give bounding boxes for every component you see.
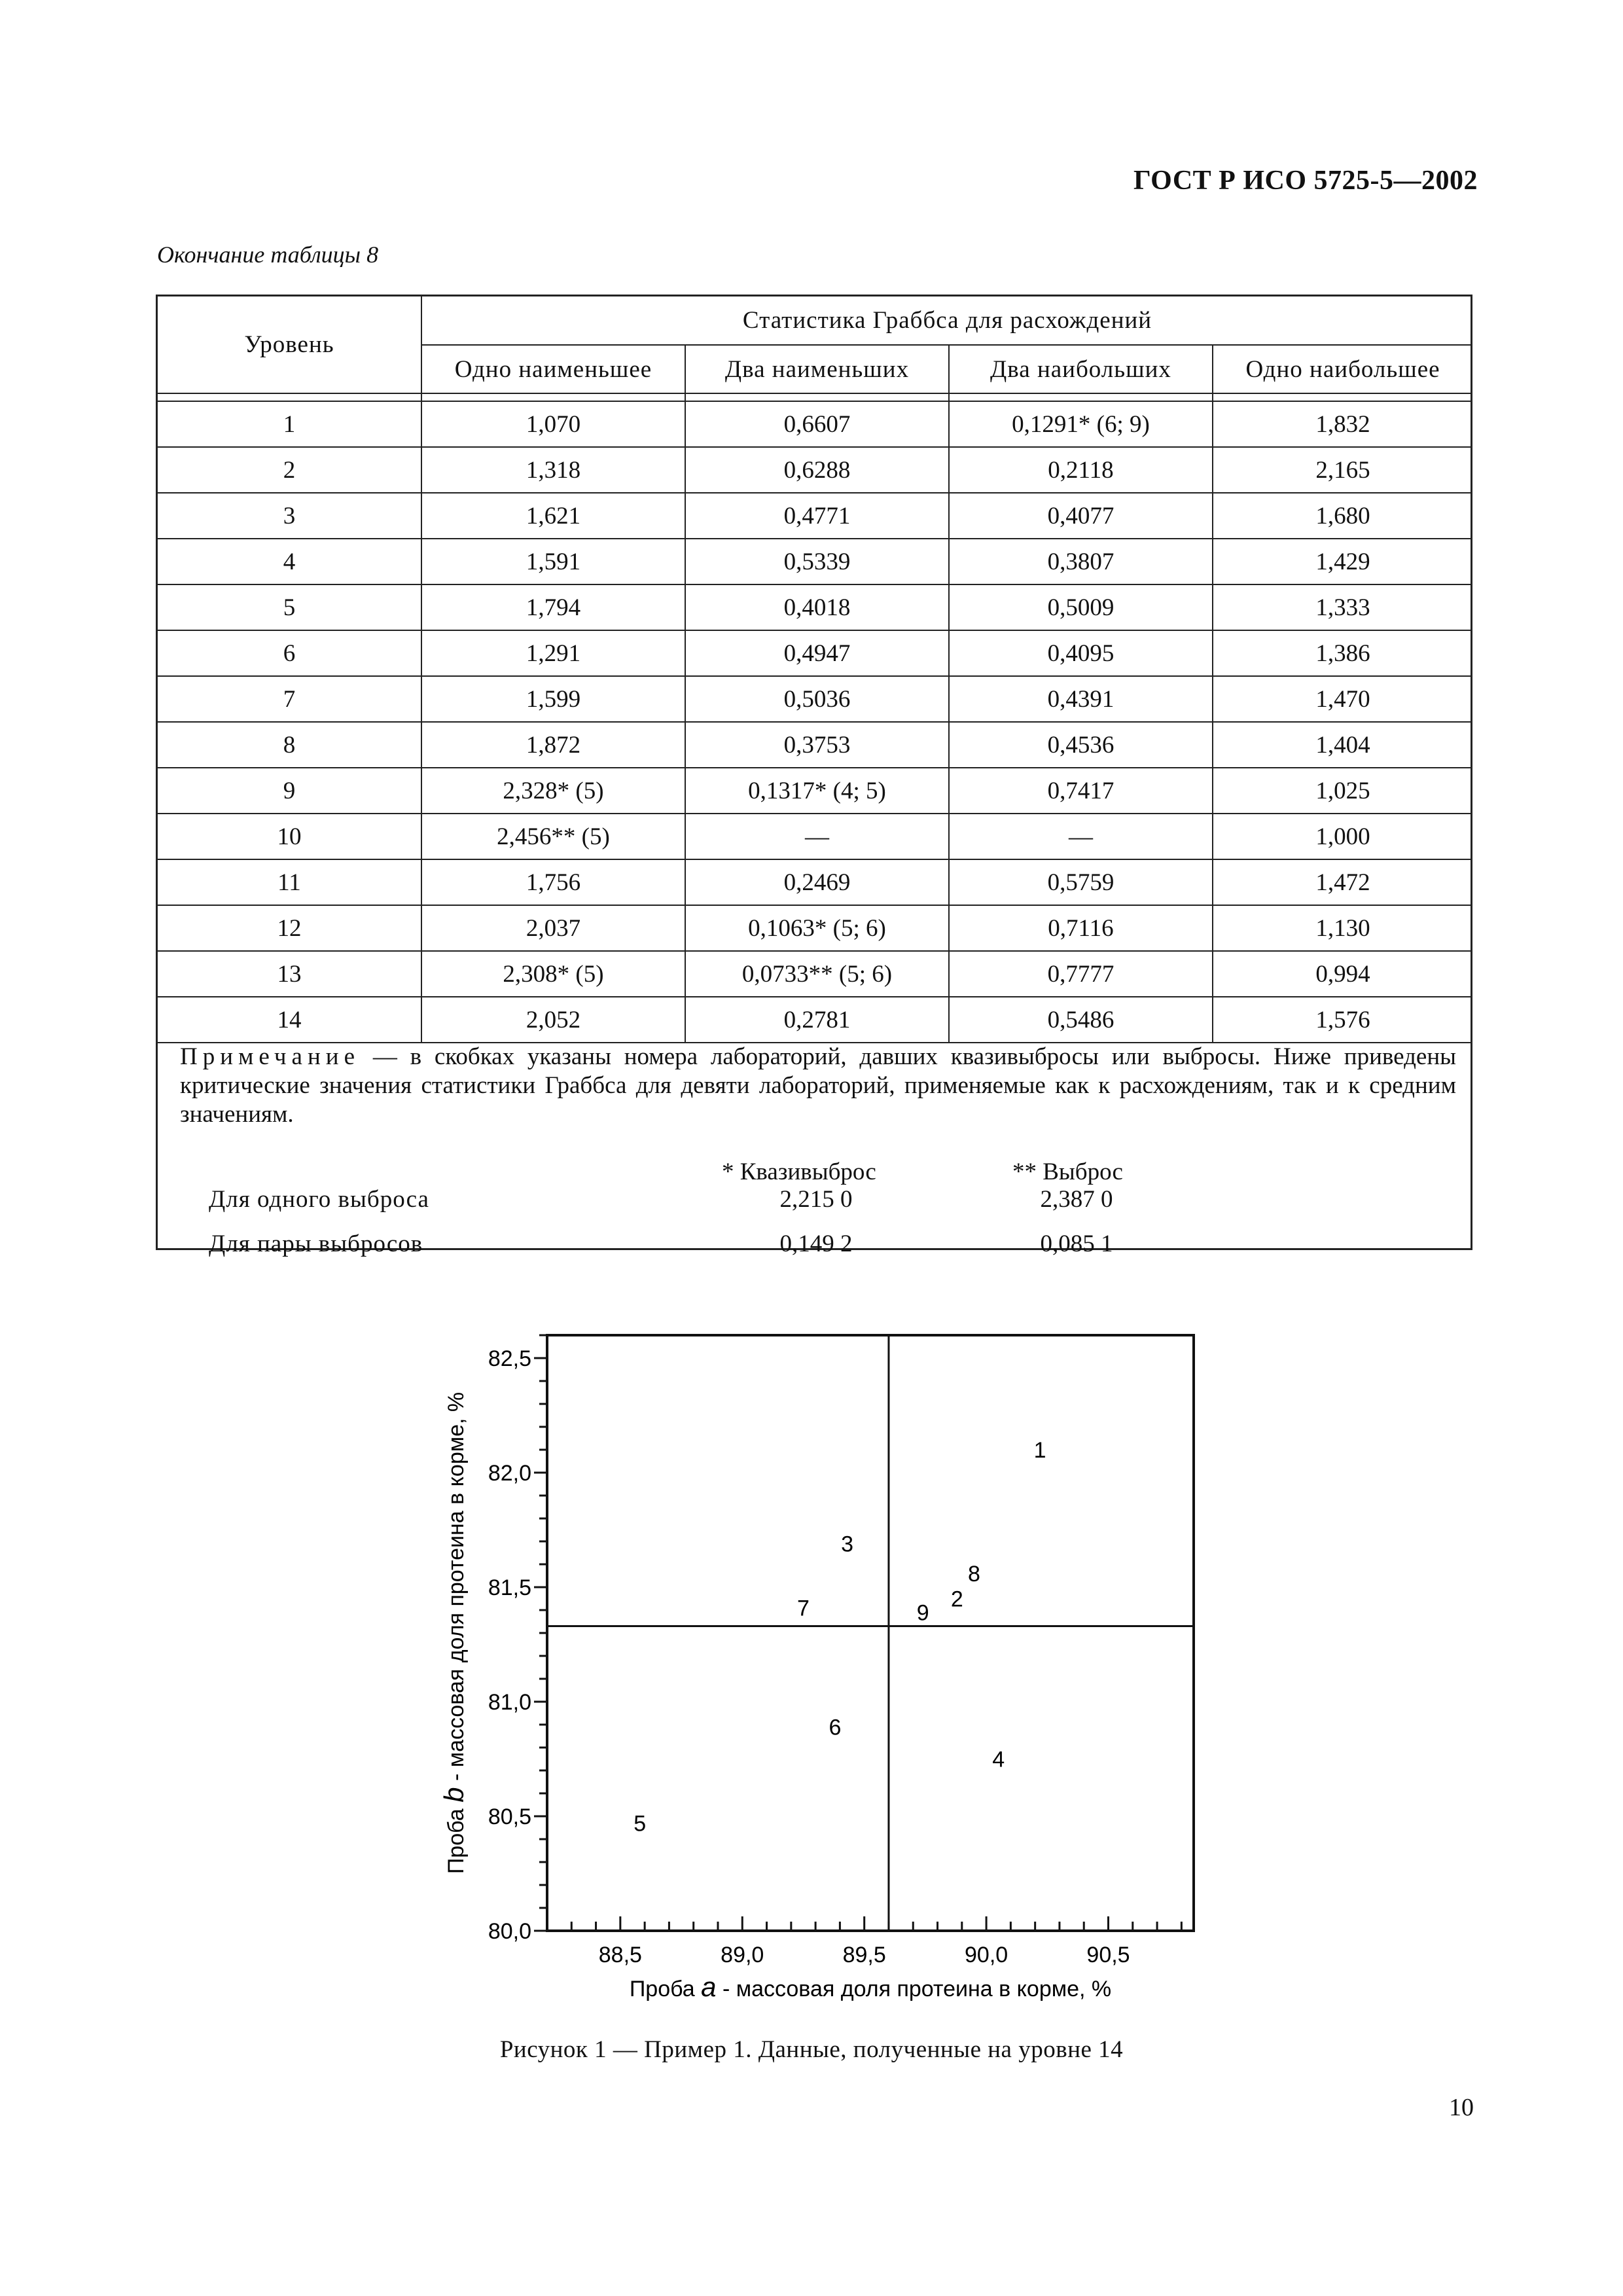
quadrant-lines xyxy=(547,1335,1194,1931)
y-tick-label: 82,0 xyxy=(488,1461,531,1486)
cell-single-smallest: 1,756 xyxy=(421,859,685,905)
y-tick-label: 82,5 xyxy=(488,1346,531,1371)
grubbs-table-grid xyxy=(158,296,1472,1043)
table-row xyxy=(158,768,1472,814)
data-point-label: 8 xyxy=(967,1562,980,1587)
cell-single-largest: 1,404 xyxy=(1213,722,1472,768)
scatter-chart xyxy=(432,1309,1217,2016)
cell-single-largest: 1,386 xyxy=(1213,630,1472,676)
figure-caption: Рисунок 1 — Пример 1. Данные, полученные на уровне 14 xyxy=(499,2036,1124,2063)
cell-single-smallest: 2,308* (5) xyxy=(421,951,685,997)
cell-two-largest: 0,5009 xyxy=(949,584,1213,630)
table-row xyxy=(158,493,1472,539)
cell-single-smallest: 1,591 xyxy=(421,539,685,584)
cell-two-largest: 0,5759 xyxy=(949,859,1213,905)
data-points xyxy=(633,1438,1046,1837)
pair-straggler-value: 0,149 2 xyxy=(779,1230,853,1257)
data-point-label: 7 xyxy=(797,1596,810,1621)
table-note xyxy=(158,1030,1471,1257)
table-row xyxy=(158,859,1472,905)
cell-two-smallest: 0,6288 xyxy=(685,447,949,493)
straggler-header: * Квазивыброс xyxy=(722,1158,876,1185)
cell-two-largest: 0,4095 xyxy=(949,630,1213,676)
cell-two-largest: 0,3807 xyxy=(949,539,1213,584)
cell-single-largest: 1,429 xyxy=(1213,539,1472,584)
cell-two-smallest: 0,2781 xyxy=(685,997,949,1043)
cell-two-largest: 0,4391 xyxy=(949,676,1213,722)
table-row xyxy=(158,401,1472,447)
x-tick-label: 89,5 xyxy=(842,1943,886,1967)
cell-single-largest: 1,025 xyxy=(1213,768,1472,814)
outlier-header: ** Выброс xyxy=(1012,1158,1123,1185)
x-tick-label: 90,5 xyxy=(1086,1943,1130,1967)
cell-level: 11 xyxy=(158,859,421,905)
cell-single-smallest: 2,052 xyxy=(421,997,685,1043)
cell-two-largest: 0,4536 xyxy=(949,722,1213,768)
table-row xyxy=(158,905,1472,951)
cell-single-largest: 2,165 xyxy=(1213,447,1472,493)
cell-two-largest: — xyxy=(949,814,1213,859)
column-header-two-largest: Два наибольших xyxy=(949,345,1213,393)
x-axis-title: Проба a - массовая доля протеина в корме, % xyxy=(629,1971,1112,2002)
table-row xyxy=(158,539,1472,584)
cell-level: 5 xyxy=(158,584,421,630)
table-row xyxy=(158,447,1472,493)
cell-single-largest: 1,576 xyxy=(1213,997,1472,1043)
single-outlier-value: 2,387 0 xyxy=(1040,1186,1113,1213)
cell-two-smallest: 0,0733** (5; 6) xyxy=(685,951,949,997)
cell-two-largest: 0,7777 xyxy=(949,951,1213,997)
table-row xyxy=(158,676,1472,722)
cell-two-smallest: 0,1317* (4; 5) xyxy=(685,768,949,814)
cell-two-largest: 0,7417 xyxy=(949,768,1213,814)
cell-level: 8 xyxy=(158,722,421,768)
table-row xyxy=(158,814,1472,859)
cell-single-smallest: 2,328* (5) xyxy=(421,768,685,814)
cell-level: 2 xyxy=(158,447,421,493)
x-tick-label: 90,0 xyxy=(965,1943,1008,1967)
cell-level: 12 xyxy=(158,905,421,951)
cell-single-smallest: 1,599 xyxy=(421,676,685,722)
cell-single-smallest: 2,037 xyxy=(421,905,685,951)
single-straggler-value: 2,215 0 xyxy=(779,1186,853,1213)
column-header-level: Уровень xyxy=(158,296,421,393)
grubbs-table xyxy=(156,295,1472,1257)
cell-level: 14 xyxy=(158,997,421,1043)
data-point-label: 9 xyxy=(916,1600,929,1626)
cell-single-largest: 1,000 xyxy=(1213,814,1472,859)
cell-single-smallest: 1,621 xyxy=(421,493,685,539)
page-number: 10 xyxy=(1449,2094,1474,2121)
cell-two-smallest: 0,2469 xyxy=(685,859,949,905)
data-point-label: 6 xyxy=(829,1715,842,1740)
cell-two-smallest: 0,4771 xyxy=(685,493,949,539)
data-point-label: 1 xyxy=(1033,1438,1046,1463)
cell-two-smallest: 0,6607 xyxy=(685,401,949,447)
y-tick-label: 81,0 xyxy=(488,1690,531,1715)
table-row xyxy=(158,722,1472,768)
table-caption: Окончание таблицы 8 xyxy=(157,242,379,268)
cell-single-largest: 1,472 xyxy=(1213,859,1472,905)
cell-two-smallest: 0,3753 xyxy=(685,722,949,768)
cell-level: 6 xyxy=(158,630,421,676)
cell-single-smallest: 1,291 xyxy=(421,630,685,676)
cell-single-largest: 1,333 xyxy=(1213,584,1472,630)
x-tick-label: 88,5 xyxy=(598,1943,642,1967)
cell-two-largest: 0,7116 xyxy=(949,905,1213,951)
cell-two-smallest: — xyxy=(685,814,949,859)
table-row xyxy=(158,584,1472,630)
cell-single-largest: 1,680 xyxy=(1213,493,1472,539)
column-header-single-smallest: Одно наименьшее xyxy=(421,345,685,393)
column-header-two-smallest: Два наименьших xyxy=(685,345,949,393)
single-outlier-label: Для одного выброса xyxy=(209,1186,429,1213)
cell-two-smallest: 0,4947 xyxy=(685,630,949,676)
document-code: ГОСТ Р ИСО 5725-5—2002 xyxy=(1133,166,1478,196)
cell-single-largest: 1,832 xyxy=(1213,401,1472,447)
cell-single-smallest: 1,070 xyxy=(421,401,685,447)
plot-frame xyxy=(547,1335,1194,1931)
cell-single-smallest: 2,456** (5) xyxy=(421,814,685,859)
y-tick-label: 80,0 xyxy=(488,1919,531,1944)
y-axis-title: Проба b - массовая доля протеина в корме, % xyxy=(438,1391,469,1874)
cell-single-smallest: 1,872 xyxy=(421,722,685,768)
note-label: Примечание xyxy=(180,1043,360,1070)
cell-two-largest: 0,5486 xyxy=(949,997,1213,1043)
cell-two-largest: 0,2118 xyxy=(949,447,1213,493)
pair-outlier-label: Для пары выбросов xyxy=(209,1230,423,1257)
axis-ticks xyxy=(488,1335,1182,1967)
pair-outlier-value: 0,085 1 xyxy=(1040,1230,1113,1257)
note-body: — в скобках указаны номера лабораторий, давших квазивыбросы или выбросы. Ниже приведены критические значения статистики Граббса для девяти лабораторий, применяемые как к расхождениям, так и к средним значениям. xyxy=(180,1043,1457,1128)
note-text xyxy=(180,1043,1456,1129)
cell-level: 9 xyxy=(158,768,421,814)
cell-level: 1 xyxy=(158,401,421,447)
cell-single-largest: 1,130 xyxy=(1213,905,1472,951)
cell-two-largest: 0,1291* (6; 9) xyxy=(949,401,1213,447)
cell-two-largest: 0,4077 xyxy=(949,493,1213,539)
cell-level: 10 xyxy=(158,814,421,859)
data-point-label: 3 xyxy=(841,1532,854,1557)
table-row xyxy=(158,951,1472,997)
y-tick-label: 81,5 xyxy=(488,1575,531,1600)
cell-two-smallest: 0,5036 xyxy=(685,676,949,722)
table-row xyxy=(158,630,1472,676)
cell-single-smallest: 1,318 xyxy=(421,447,685,493)
cell-two-smallest: 0,5339 xyxy=(685,539,949,584)
cell-two-smallest: 0,4018 xyxy=(685,584,949,630)
data-point-label: 5 xyxy=(633,1811,647,1837)
data-point-label: 4 xyxy=(992,1747,1005,1772)
column-header-single-largest: Одно наибольшее xyxy=(1213,345,1472,393)
cell-two-smallest: 0,1063* (5; 6) xyxy=(685,905,949,951)
cell-single-smallest: 1,794 xyxy=(421,584,685,630)
cell-level: 3 xyxy=(158,493,421,539)
cell-single-largest: 0,994 xyxy=(1213,951,1472,997)
data-point-label: 2 xyxy=(950,1587,963,1612)
table-body xyxy=(158,393,1472,1043)
cell-level: 13 xyxy=(158,951,421,997)
x-tick-label: 89,0 xyxy=(721,1943,764,1967)
cell-level: 7 xyxy=(158,676,421,722)
cell-level: 4 xyxy=(158,539,421,584)
group-header: Статистика Граббса для расхождений xyxy=(421,296,1472,345)
cell-single-largest: 1,470 xyxy=(1213,676,1472,722)
y-tick-label: 80,5 xyxy=(488,1804,531,1829)
